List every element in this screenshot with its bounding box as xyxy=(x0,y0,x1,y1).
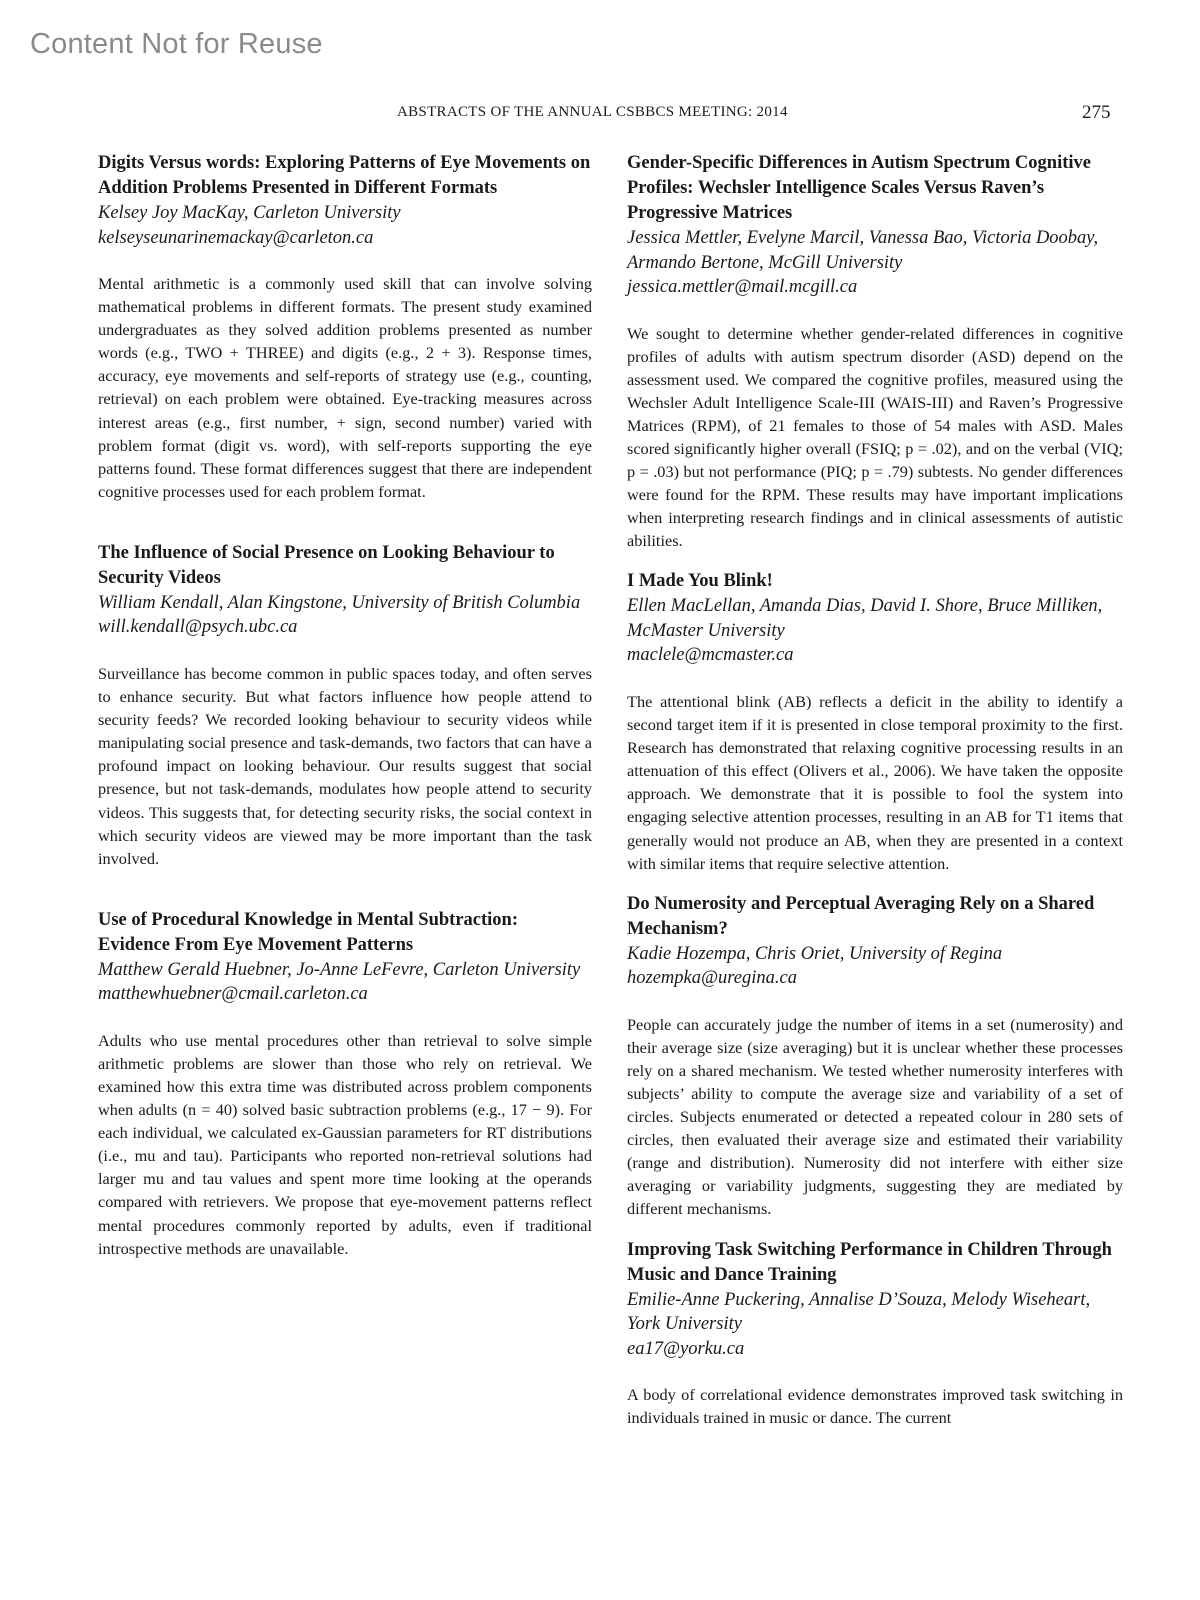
left-column xyxy=(98,151,592,1260)
abstract-body: A body of correlational evidence demonstrates improved task switching in individuals trained in music or dance. The current xyxy=(627,1385,1123,1428)
abstract-title: The Influence of Social Presence on Looking Behaviour to Security Videos xyxy=(98,542,555,588)
right-column xyxy=(627,151,1123,1429)
watermark: Content Not for Reuse xyxy=(30,28,323,60)
abstract xyxy=(98,151,592,503)
abstract-authors: William Kendall, Alan Kingstone, University of British Columbia xyxy=(98,592,581,613)
abstract-email: jessica.mettler@mail.mcgill.ca xyxy=(627,277,858,297)
abstract-email: will.kendall@psych.ubc.ca xyxy=(98,617,298,638)
abstract-authors: Jessica Mettler, Evelyne Marcil, Vanessa Bao, Victoria Doobay, Armando Bertone, McGill University xyxy=(627,228,1099,273)
abstract-authors: Matthew Gerald Huebner, Jo-Anne LeFevre, Carleton University xyxy=(98,959,581,980)
abstract-title: I Made You Blink! xyxy=(627,571,773,592)
running-header xyxy=(0,100,1200,130)
abstract-title: Do Numerosity and Perceptual Averaging Rely on a Shared Mechanism? xyxy=(627,893,1095,939)
abstract xyxy=(627,892,1123,1221)
abstract-title: Use of Procedural Knowledge in Mental Subtraction: Evidence From Eye Movement Patterns xyxy=(98,909,518,955)
abstract-email: ea17@yorku.ca xyxy=(627,1338,745,1359)
abstract-body: Mental arithmetic is a commonly used skill that can involve solving mathematical problems in different formats. The present study examined undergraduates as they solved addition problems presented as number words (e.g., TWO + THREE) and digits (e.g., 2 + 3). Response times, accuracy, eye movements and self-reports of strategy use (e.g., counting, retrieval) on each problem were obtained. Eye-tracking measures across interest areas (e.g., first number, + sign, second number) varied with problem format (digit vs. word), with self-reports supporting the eye patterns found. These format differences suggest that there are independent cognitive processes used for each problem format. xyxy=(98,274,592,501)
abstract xyxy=(627,1238,1123,1430)
abstract-title: Gender-Specific Differences in Autism Spectrum Cognitive Profiles: Wechsler Intelligence Scales Versus Raven’s Progressive Matrices xyxy=(627,153,1091,223)
abstract-authors: Kelsey Joy MacKay, Carleton University xyxy=(98,203,401,223)
abstract-body: The attentional blink (AB) reflects a deficit in the ability to identify a second target item if it is presented in close temporal proximity to the first. Research has demonstrated that relaxing cognitive processing results in an attenuation of this effect (Olivers et al., 2006). We have taken the opposite approach. We demonstrate that it is possible to fool the system into engaging selective attention processes, resulting in an AB for T1 items that generally would not produce an AB, when they are presented in a context with similar items that require selective attention. xyxy=(627,691,1123,873)
abstract-authors: Ellen MacLellan, Amanda Dias, David I. Shore, Bruce Milliken, McMaster University xyxy=(627,596,1103,641)
abstract-body: People can accurately judge the number of items in a set (numerosity) and their average size (size averaging) but it is unclear whether these processes rely on a shared mechanism. We tested whether numerosity interferes with subjects’ ability to compute the average size and variability of a set of circles. Subjects enumerated or detected a repeated colour in 280 sets of circles, then evaluated their average size and estimated their variability (range and distribution). Numerosity did not interfere with either size averaging or variability judgments, suggesting they are mediated by different mechanisms. xyxy=(627,1014,1123,1219)
abstract-email: maclele@mcmaster.ca xyxy=(627,645,794,666)
abstract xyxy=(627,569,1123,874)
abstract-email: kelseyseunarinemackay@carleton.ca xyxy=(98,227,374,248)
page-number: 275 xyxy=(1082,102,1111,123)
abstract xyxy=(98,541,592,870)
abstract xyxy=(627,151,1123,552)
abstract-authors: Emilie-Anne Puckering, Annalise D’Souza, Melody Wiseheart, York University xyxy=(627,1289,1091,1335)
journal-title: ABSTRACTS OF THE ANNUAL CSBBCS MEETING: 2014 xyxy=(397,104,788,120)
abstract-body: Surveillance has become common in public spaces today, and often serves to enhance security. But what factors influence how people attend to security feeds? We recorded looking behaviour to security videos while manipulating social presence and task-demands, two factors that can have a profound impact on looking behaviour. Our results suggest that social presence, but not task-demands, modulates how people attend to security videos. This suggests that, for detecting security risks, the social context in which security videos are viewed may be more important than the task involved. xyxy=(98,663,592,868)
abstract-body: Adults who use mental procedures other than retrieval to solve simple arithmetic problems are slower than those who rely on retrieval. We examined how this extra time was distributed across problem components when adults (n = 40) solved basic subtraction problems (e.g., 17 − 9). For each individual, we calculated ex-Gaussian parameters for RT distributions (i.e., mu and tau). Participants who reported non-retrieval solutions had larger mu and tau values and spent more time looking at the operands compared with retrievers. We propose that eye-movement patterns reflect mental procedures commonly reported by adults, even if traditional introspective methods are unavailable. xyxy=(98,1030,592,1258)
abstract-title: Improving Task Switching Performance in Children Through Music and Dance Training xyxy=(627,1239,1112,1285)
abstract-email: hozempka@uregina.ca xyxy=(627,968,797,989)
abstract-title: Digits Versus words: Exploring Patterns of Eye Movements on Addition Problems Presented in Different Formats xyxy=(98,153,591,198)
abstract-email: matthewhuebner@cmail.carleton.ca xyxy=(98,984,368,1005)
abstract-body: We sought to determine whether gender-related differences in cognitive profiles of adults with autism spectrum disorder (ASD) depend on the assessment used. We compared the cognitive profiles, measured using the Wechsler Adult Intelligence Scale-III (WAIS-III) and Raven’s Progressive Matrices (RPM), of 21 females to those of 54 males with ASD. Males scored significantly higher overall (FSIQ; p = .02), and on the verbal (VIQ; p = .03) but not performance (PIQ; p = .79) subtests. No gender differences were found for the RPM. These results may have important implications when interpreting research findings and in clinical assessments of autistic abilities. xyxy=(627,323,1123,551)
abstract-authors: Kadie Hozempa, Chris Oriet, University of Regina xyxy=(627,943,1003,964)
abstract xyxy=(98,908,592,1260)
